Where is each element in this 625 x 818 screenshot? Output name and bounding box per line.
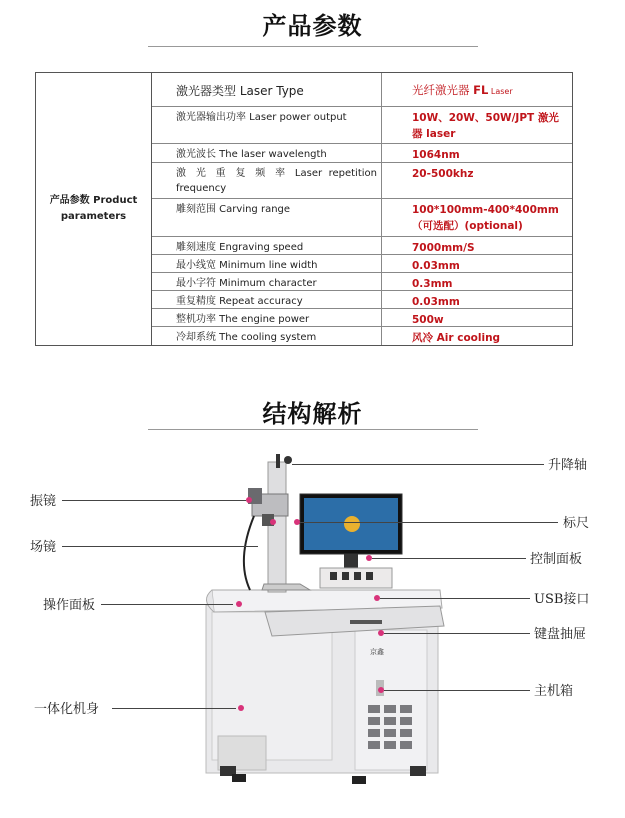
callout-dot xyxy=(270,519,276,525)
table-row xyxy=(152,255,572,273)
leader-line xyxy=(292,464,544,465)
spec-group-label: 产品参数 Product parameters xyxy=(36,73,152,345)
table-row xyxy=(152,163,572,199)
label-ruler: 标尺 xyxy=(563,516,590,531)
callout-dot xyxy=(374,595,380,601)
table-row xyxy=(152,107,572,144)
spec-name: 整机功率 The engine power xyxy=(152,309,382,326)
leader-line xyxy=(384,690,530,691)
label-field-lens: 场镜 xyxy=(30,540,57,555)
machine-diagram xyxy=(0,440,625,814)
spec-value: 7000mm/S xyxy=(412,242,475,254)
leader-line xyxy=(300,522,558,523)
table-row xyxy=(152,144,572,163)
spec-name: 最小字符 Minimum character xyxy=(152,273,382,290)
leader-line xyxy=(62,546,258,547)
table-row xyxy=(152,199,572,237)
leader-line xyxy=(384,633,530,634)
title-divider xyxy=(148,429,478,430)
callout-dot xyxy=(238,705,244,711)
label-usb-port: USB接口 xyxy=(534,592,590,607)
title-divider xyxy=(148,46,478,47)
label-galvo: 振镜 xyxy=(30,494,57,509)
spec-name: 激光器类型 Laser Type xyxy=(152,73,382,106)
callout-dot xyxy=(236,601,242,607)
spec-name: 激光波长 The laser wavelength xyxy=(152,144,382,162)
spec-value: 光纤激光器 FL Laser xyxy=(412,83,513,97)
spec-name: 雕刻速度 Engraving speed xyxy=(152,237,382,254)
spec-value: 0.03mm xyxy=(412,296,460,308)
label-control-panel: 控制面板 xyxy=(530,552,583,567)
spec-value: 1064nm xyxy=(412,149,460,161)
spec-name: 雕刻范围 Carving range xyxy=(152,199,382,236)
section-title-parameters: 产品参数 xyxy=(262,12,363,40)
callout-dot xyxy=(366,555,372,561)
spec-name: 激 光 重 复 频 率 Laser repetition frequency xyxy=(152,163,382,198)
spec-value: 风冷 Air cooling xyxy=(412,332,501,344)
spec-value: 100*100mm-400*400mm（可选配）(optional) xyxy=(412,204,559,233)
leader-line xyxy=(372,558,526,559)
brand-logo: 京鑫 xyxy=(370,648,384,656)
spec-name: 激光器输出功率 Laser power output xyxy=(152,107,382,143)
callout-dot xyxy=(378,630,384,636)
spec-value: 0.3mm xyxy=(412,278,453,290)
spec-name: 最小线宽 Minimum line width xyxy=(152,255,382,272)
spec-value: 0.03mm xyxy=(412,260,460,272)
spec-table xyxy=(35,72,573,346)
spec-name: 重复精度 Repeat accuracy xyxy=(152,291,382,308)
spec-value: 10W、20W、50W/JPT 激光器 laser xyxy=(412,112,559,141)
leader-line xyxy=(62,500,246,501)
label-keyboard-drawer: 键盘抽屉 xyxy=(534,627,587,642)
label-main-chassis: 主机箱 xyxy=(534,684,574,699)
label-lifting-axis: 升降轴 xyxy=(548,458,588,473)
section-title-structure: 结构解析 xyxy=(262,400,363,428)
callout-dot xyxy=(378,687,384,693)
leader-line xyxy=(380,598,530,599)
leader-line xyxy=(101,604,233,605)
callout-dot xyxy=(294,519,300,525)
table-row xyxy=(152,291,572,309)
table-row xyxy=(152,237,572,255)
spec-value: 500w xyxy=(412,314,444,326)
spec-name: 冷却系统 The cooling system xyxy=(152,327,382,345)
spec-value: 20-500khz xyxy=(412,168,474,180)
callout-dot xyxy=(246,497,252,503)
table-row xyxy=(152,73,572,107)
table-row xyxy=(152,273,572,291)
laser-machine-illustration xyxy=(0,440,625,814)
table-row xyxy=(152,327,572,345)
label-operation-panel: 操作面板 xyxy=(43,598,96,613)
label-integrated-body: 一体化机身 xyxy=(34,702,100,717)
table-row xyxy=(152,309,572,327)
leader-line xyxy=(112,708,236,709)
